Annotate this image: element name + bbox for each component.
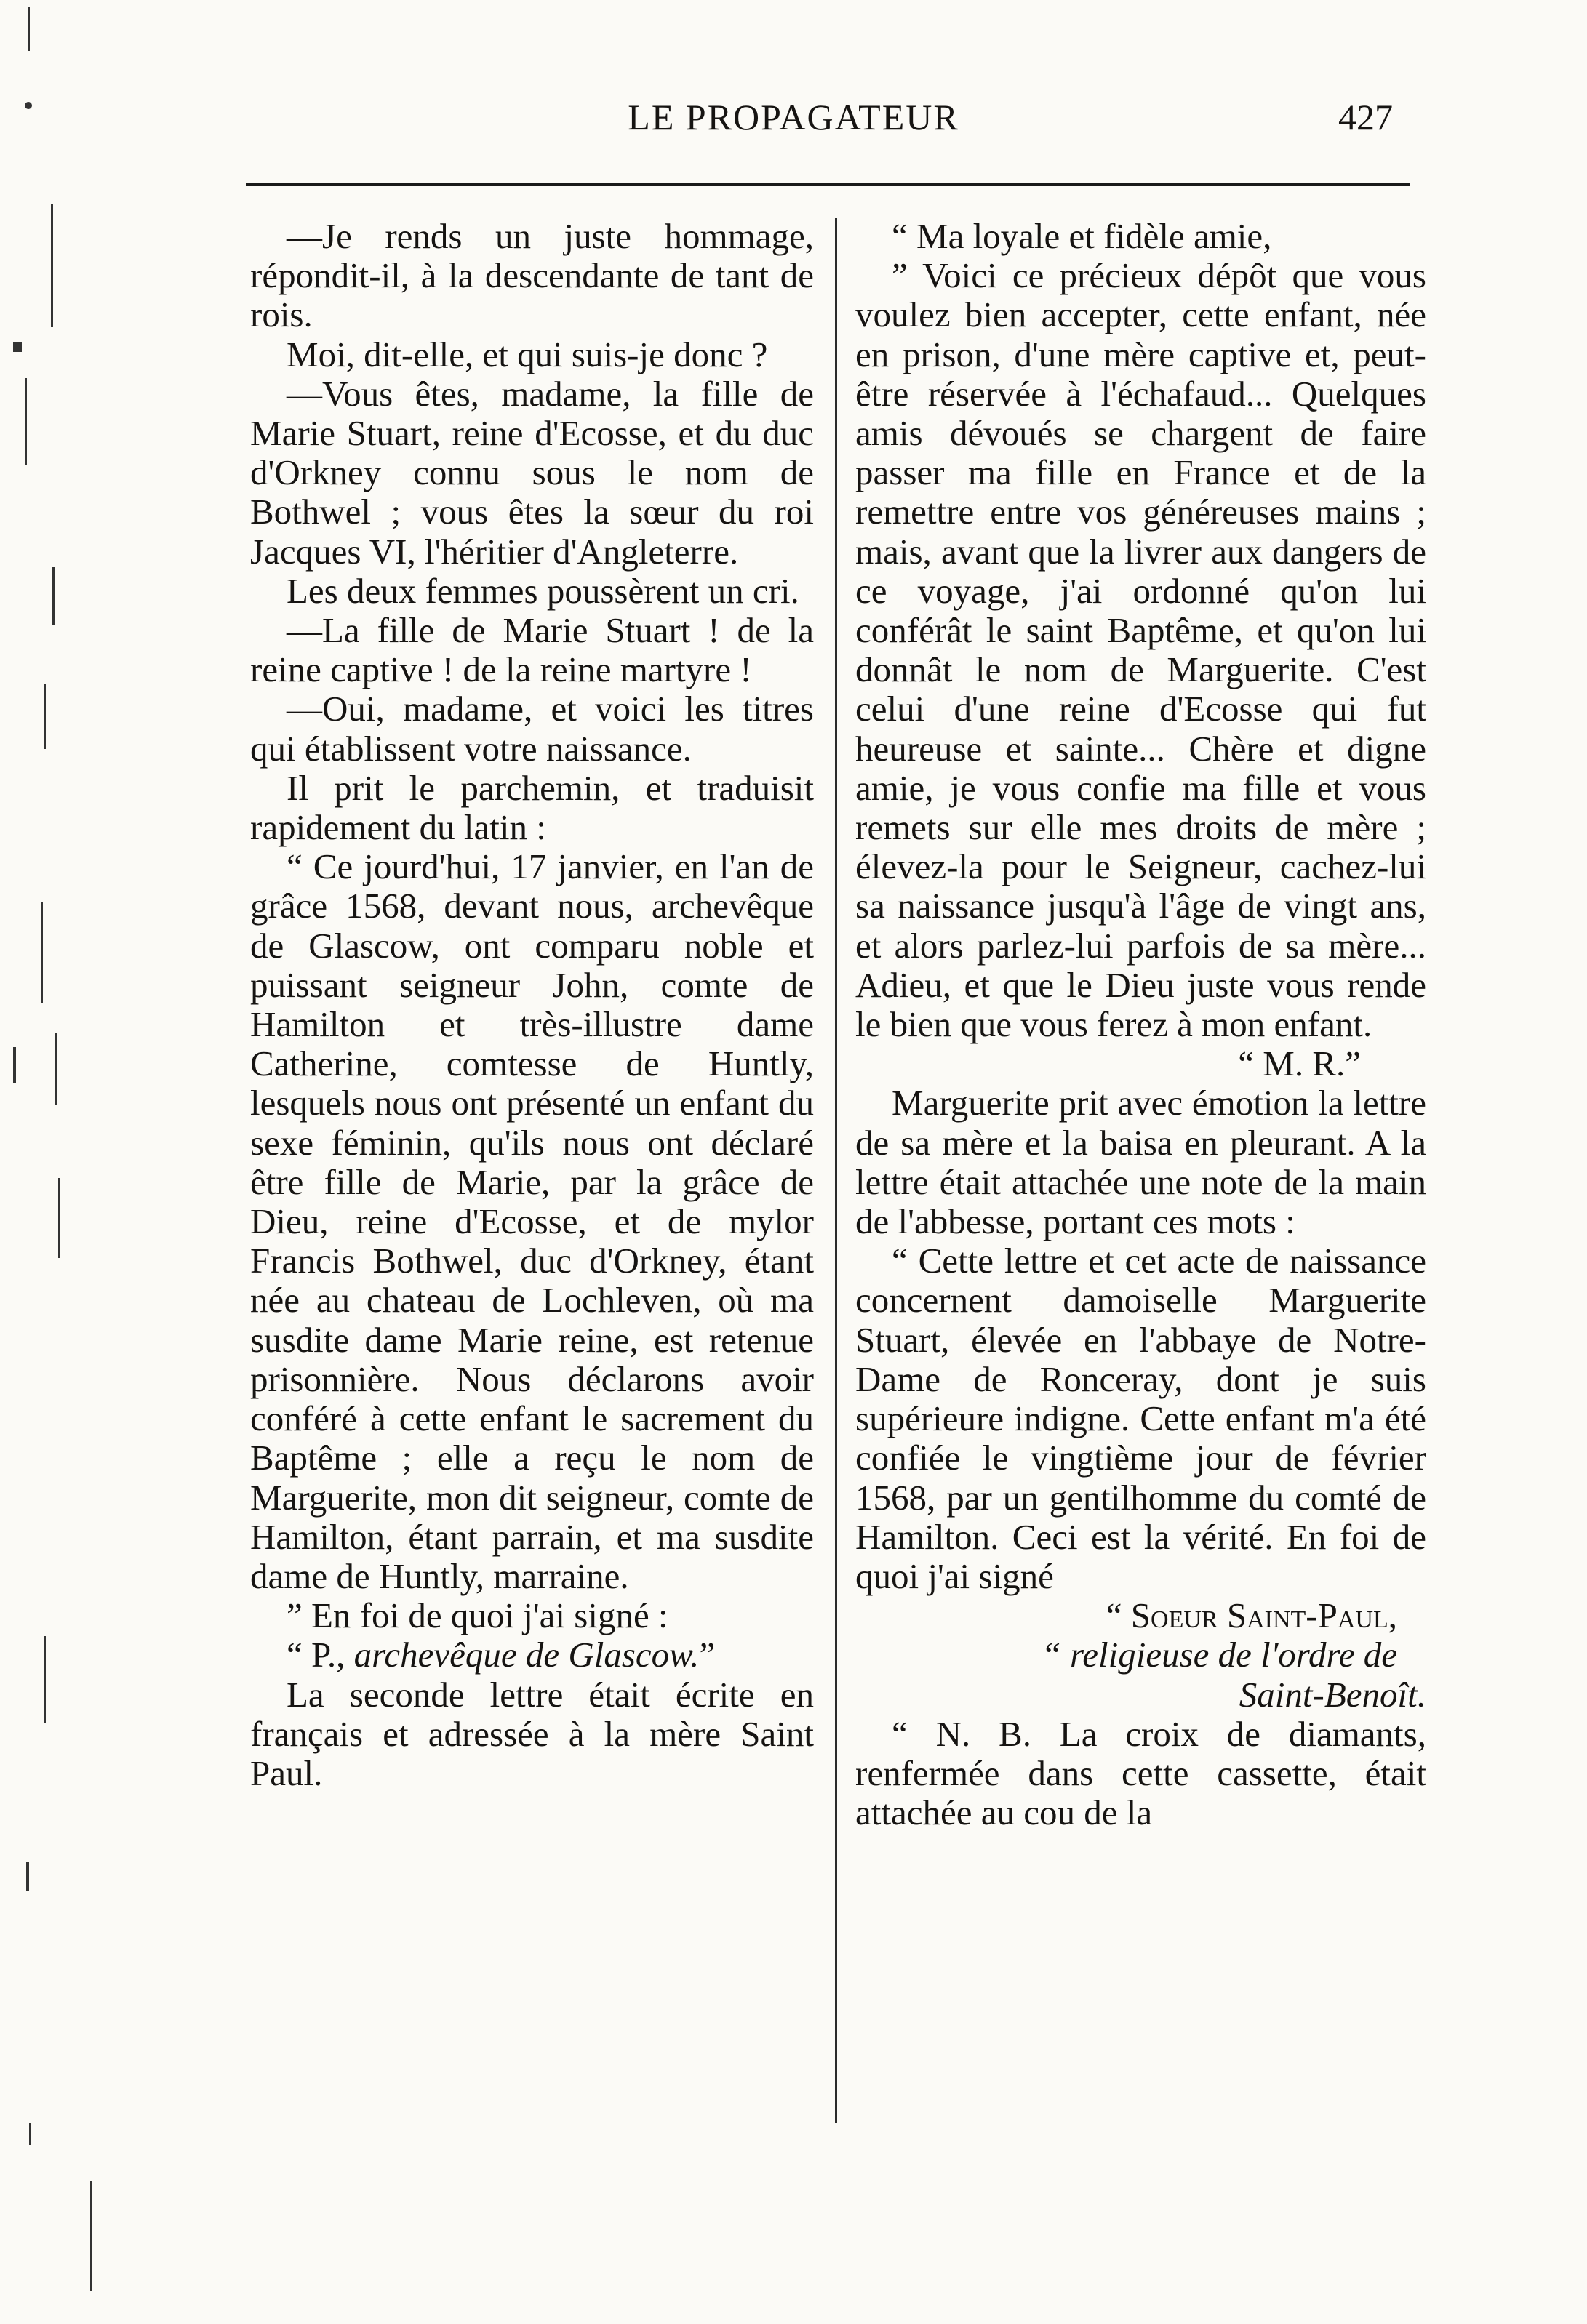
paragraph: —Oui, madame, et voici les titres qui établissent votre naissance.	[250, 689, 814, 769]
paragraph: “ N. B. La croix de diamants, renfermée dans cette cassette, était attachée au cou de la	[855, 1713, 1426, 1833]
signature-line	[250, 1635, 814, 1675]
margin-mark	[55, 1033, 57, 1105]
paragraph: ” Voici ce précieux dépôt que vous voulez bien accepter, cette enfant, née en prison, d'une mère captive et, peut-être réservée à l'échafaud... Quelques amis dévoués se chargent de faire passer ma fille en France et de la remettre entre vos généreuses mains ; mais, avant que la livrer aux dangers de ce voyage, j'ai ordonné qu'on lui conférât le saint Baptême, et qu'on lui donnât le nom de Marguerite. C'est celui d'une reine d'Ecosse qui fut heureuse et sainte... Chère et digne amie, je vous confie ma fille et vous remets sur elle mes droits de mère ; élevez-la pour le Seigneur, cachez-lui sa naissance jusqu'à l'âge de vingt ans, et alors parlez-lui parfois de sa mère... Adieu, et que le Dieu juste vous rende le bien que vous ferez à mon enfant.	[855, 255, 1426, 1045]
margin-mark	[51, 204, 53, 327]
paragraph: —La fille de Marie Stuart ! de la reine captive ! de la reine martyre !	[250, 610, 814, 690]
paragraph: “ Cette lettre et cet acte de naissance concernent damoiselle Marguerite Stuart, élevée en l'abbaye de Notre-Dame de Ronceray, dont je suis supérieure indigne. Cette enfant m'a été confiée le vingtième jour de février 1568, par un gentilhomme du comté de Hamilton. Ceci est la vérité. En foi de quoi j'ai signé	[855, 1241, 1426, 1596]
paragraph: Il prit le parchemin, et traduisit rapidement du latin :	[250, 767, 814, 848]
header-rule	[246, 183, 1410, 186]
paragraph: “ Ce jourd'hui, 17 janvier, en l'an de grâce 1568, devant nous, archevêque de Glascow, ont comparu noble et puissant seigneur John, comte de Hamilton et très-illustre dame Catherine, comtesse de Huntly, lesquels nous ont présenté un enfant du sexe féminin, qu'ils nous ont déclaré être fille de Marie, par la grâce de Dieu, reine d'Ecosse, et de mylor Francis Bothwel, duc d'Orkney, étant née au chateau de Lochleven, où ma susdite dame Marie reine, est retenue prisonnière. Nous déclarons avoir conféré à cette enfant le sacrement du Baptême ; elle a reçu le nom de Marguerite, mon dit seigneur, comte de Hamilton, étant parrain, et ma susdite dame de Huntly, marraine.	[250, 846, 814, 1596]
margin-mark	[44, 1636, 46, 1723]
right-column	[855, 217, 1426, 1832]
margin-mark	[26, 1862, 29, 1891]
paragraph: —Vous êtes, madame, la fille de Marie Stuart, reine d'Ecosse, et du duc d'Orkney connu sous le nom de Bothwel ; vous êtes la sœur du roi Jacques VI, l'héritier d'Angleterre.	[250, 373, 814, 572]
margin-mark	[29, 2123, 31, 2145]
margin-mark	[13, 1047, 16, 1083]
signature-initial: “ P.,	[287, 1635, 354, 1675]
margin-mark	[41, 902, 43, 1003]
closing-quote: ”	[699, 1635, 716, 1675]
margin-mark	[52, 567, 55, 625]
paragraph: ” En foi de quoi j'ai signé :	[287, 1595, 668, 1636]
paragraph: —Je rends un juste hommage, répondit-il, à la descendante de tant de rois.	[250, 216, 814, 335]
signature-title: archevêque de Glascow.	[353, 1635, 700, 1675]
letter-salutation: “ Ma loyale et fidèle amie,	[892, 216, 1272, 256]
margin-mark	[25, 378, 27, 465]
margin-mark	[44, 684, 46, 749]
paragraph: Marguerite prit avec émotion la lettre de sa mère et la baisa en pleurant. A la lettre était attachée une note de la main de l'abbesse, portant ces mots :	[855, 1083, 1426, 1242]
page-number: 427	[1338, 97, 1393, 137]
note-signature: “ Soeur Saint-Paul,	[1106, 1595, 1397, 1636]
paragraph: Moi, dit-elle, et qui suis-je donc ?	[287, 334, 768, 374]
paragraph: La seconde lettre était écrite en français et adressée à la mère Saint Paul.	[250, 1674, 814, 1793]
running-title: LE PROPAGATEUR	[628, 97, 959, 137]
margin-mark	[58, 1178, 60, 1258]
margin-mark	[13, 342, 22, 352]
margin-mark	[28, 7, 30, 51]
column-divider	[835, 218, 837, 2123]
note-signature-title: “ religieuse de l'ordre de	[1041, 1635, 1397, 1675]
left-column	[250, 217, 814, 1793]
margin-mark	[25, 102, 32, 109]
paragraph: Les deux femmes poussèrent un cri.	[287, 570, 799, 611]
margin-mark	[90, 2181, 92, 2291]
letter-signature: “ M. R.”	[1238, 1043, 1361, 1084]
note-signature-order: Saint-Benoît.	[1239, 1674, 1426, 1715]
